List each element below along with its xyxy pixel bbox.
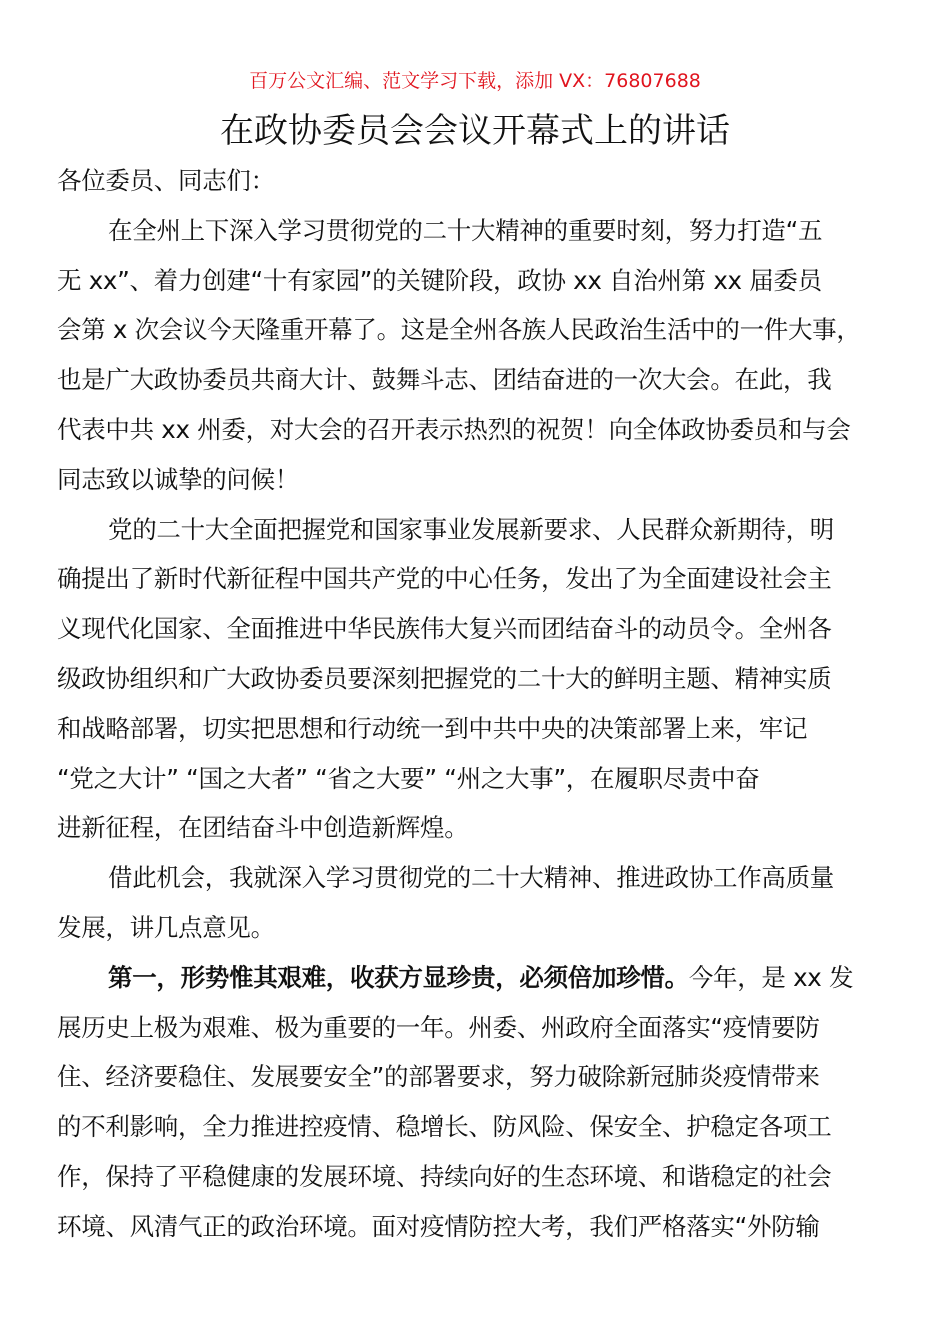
paragraph-3 (57, 853, 917, 953)
text-line: 义现代化国家、全面推进中华民族伟大复兴而团结奋斗的动员令。全州各 (57, 614, 832, 644)
section-heading: 第一，形势惟其艰难，收获方显珍贵，必须倍加珍惜。 (108, 962, 689, 992)
text-line (57, 953, 917, 1003)
paragraph-2 (57, 505, 917, 854)
text-line: 住、经济要稳住、发展要安全”的部署要求，努力破除新冠肺炎疫情带来 (57, 1062, 820, 1092)
text-line: 无 xx”、着力创建“十有家园”的关键阶段，政协 xx 自治州第 xx 届委员 (57, 265, 822, 295)
text-line: 会第 x 次会议今天隆重开幕了。这是全州各族人民政治生活中的一件大事， (57, 315, 861, 345)
text-line: 同志致以诚挚的问候！ (57, 464, 299, 494)
text-line: 的不利影响，全力推进控疫情、稳增长、防风险、保安全、护稳定各项工 (57, 1112, 832, 1142)
paragraph-1 (57, 206, 917, 505)
text-line: 代表中共 xx 州委，对大会的召开表示热烈的祝贺！向全体政协委员和与会 (57, 414, 851, 444)
text-span: 今年，是 xx 发 (688, 962, 854, 992)
text-line: 在全州上下深入学习贯彻党的二十大精神的重要时刻，努力打造“五 (108, 215, 823, 245)
watermark-header: 百万公文汇编、范文学习下载，添加 VX：76807688 (249, 70, 701, 92)
text-line: 进新征程，在团结奋斗中创造新辉煌。 (57, 813, 469, 843)
paragraph-4 (57, 953, 917, 1252)
document-title: 在政协委员会会议开幕式上的讲话 (220, 111, 730, 151)
text-line: 作，保持了平稳健康的发展环境、持续向好的生态环境、和谐稳定的社会 (57, 1161, 832, 1191)
greeting: 各位委员、同志们： (57, 166, 275, 195)
text-line: 也是广大政协委员共商大计、鼓舞斗志、团结奋进的一次大会。在此，我 (57, 365, 832, 395)
text-line: 确提出了新时代新征程中国共产党的中心任务，发出了为全面建设社会主 (57, 564, 832, 594)
text-line: 和战略部署，切实把思想和行动统一到中共中央的决策部署上来，牢记 (57, 713, 808, 743)
document-body (57, 156, 917, 1252)
text-line: 展历史上极为艰难、极为重要的一年。州委、州政府全面落实“疫情要防 (57, 1012, 820, 1042)
text-line: “党之大计” “国之大者” “省之大要” “州之大事”，在履职尽责中奋 (57, 763, 760, 793)
text-line: 发展，讲几点意见。 (57, 912, 275, 942)
text-line: 党的二十大全面把握党和国家事业发展新要求、人民群众新期待，明 (108, 514, 834, 544)
text-line: 级政协组织和广大政协委员要深刻把握党的二十大的鲜明主题、精神实质 (57, 663, 832, 693)
text-line: 借此机会，我就深入学习贯彻党的二十大精神、推进政协工作高质量 (108, 863, 834, 893)
text-line: 环境、风清气正的政治环境。面对疫情防控大考，我们严格落实“外防输 (57, 1211, 820, 1241)
